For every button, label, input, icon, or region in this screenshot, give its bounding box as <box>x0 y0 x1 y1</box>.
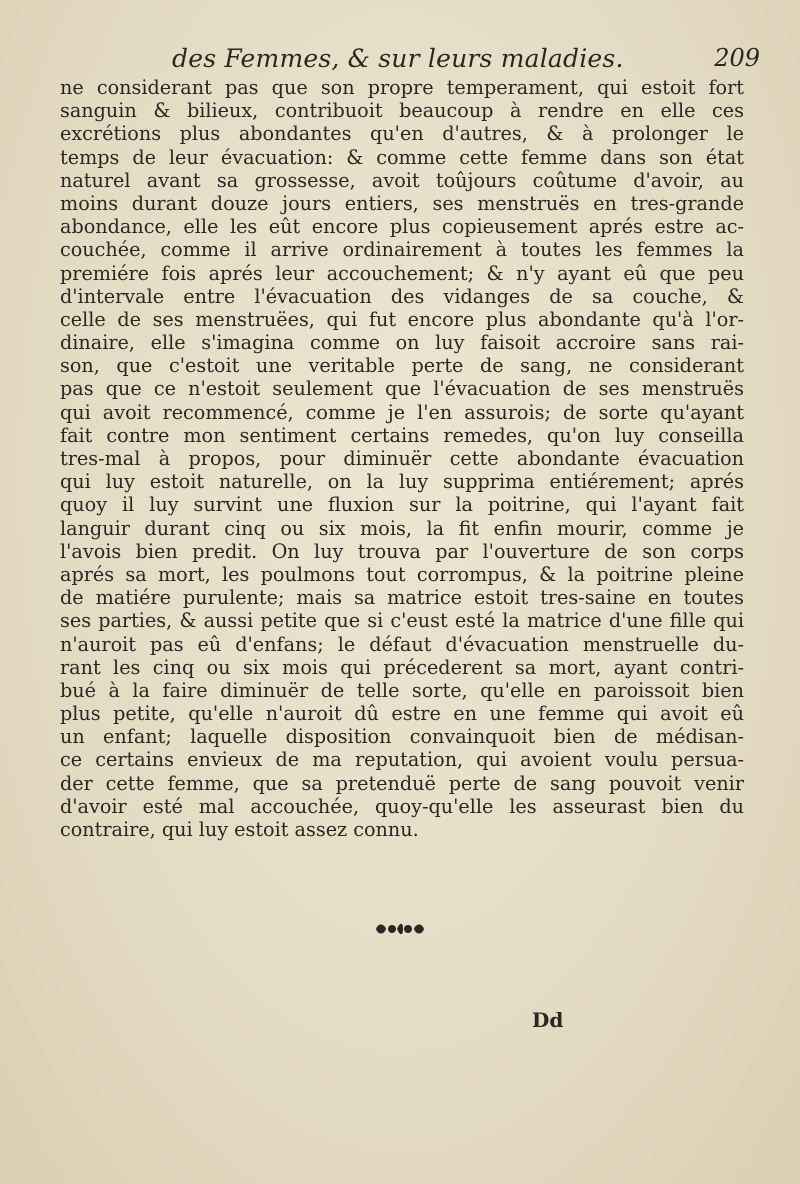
text-line: n'auroit pas eû d'enfans; le défaut d'évacuation menstruelle du- <box>60 632 744 656</box>
text-line: rant les cinq ou six mois qui précederent sa mort, ayant contri- <box>60 655 744 679</box>
text-line: fait contre mon sentiment certains remedes, qu'on luy conseilla <box>60 423 744 447</box>
text-line: temps de leur évacuation: & comme cette femme dans son état <box>60 145 744 169</box>
text-line: premiére fois aprés leur accouchement; & n'y ayant eû que peu <box>60 261 744 285</box>
text-line: d'avoir esté mal accouchée, quoy-qu'elle les asseurast bien du <box>60 794 744 818</box>
page-number: 209 <box>714 44 760 72</box>
text-line: d'intervale entre l'évacuation des vidanges de sa couche, & <box>60 284 744 308</box>
text-line: moins durant douze jours entiers, ses menstruës en tres-grande <box>60 191 744 215</box>
text-line: sanguin & bilieux, contribuoit beaucoup à rendre en elle ces <box>60 99 744 123</box>
text-line: qui avoit recommencé, comme je l'en assurois; de sorte qu'ayant <box>60 400 744 424</box>
text-line: bué à la faire diminuër de telle sorte, qu'elle en paroissoit bien <box>60 678 744 702</box>
text-line: der cette femme, que sa pretenduë perte de sang pouvoit venir <box>60 771 744 795</box>
text-line: ce certains envieux de ma reputation, qui avoient voulu persua- <box>60 748 744 772</box>
text-line: tres-mal à propos, pour diminuër cette abondante évacuation <box>60 447 744 470</box>
fleuron-ornament-icon <box>372 920 428 938</box>
text-line: contraire, qui luy estoit assez connu. <box>60 818 419 841</box>
text-line: son, que c'estoit une veritable perte de sang, ne considerant <box>60 354 744 378</box>
text-line: ses parties, & aussi petite que si c'eust esté la matrice d'une fille qui <box>60 609 744 633</box>
text-line: un enfant; laquelle disposition convainquoit bien de médisan- <box>60 725 744 749</box>
text-line: l'avois bien predit. On luy trouva par l'ouverture de son corps <box>60 539 744 563</box>
text-line: naturel avant sa grossesse, avoit toûjours coûtume d'avoir, au <box>60 168 744 192</box>
text-line: plus petite, qu'elle n'auroit dû estre en une femme qui avoit eû <box>60 702 744 726</box>
text-line: pas que ce n'estoit seulement que l'évacuation de ses menstruës <box>60 377 744 401</box>
text-line: excrétions plus abondantes qu'en d'autres, & à prolonger le <box>60 122 744 146</box>
text-line: ne considerant pas que son propre temperament, qui estoit fort <box>60 76 744 99</box>
text-line: couchée, comme il arrive ordinairement à toutes les femmes la <box>60 238 744 262</box>
signature-mark: Dd <box>532 1008 564 1032</box>
text-line: dinaire, elle s'imagina comme on luy faisoit accroire sans rai- <box>60 331 744 355</box>
text-line: celle de ses menstruëes, qui fut encore plus abondante qu'à l'or- <box>60 307 744 331</box>
text-line: aprés sa mort, les poulmons tout corrompus, & la poitrine pleine <box>60 562 744 586</box>
text-line: de matiére purulente; mais sa matrice estoit tres-saine en toutes <box>60 586 744 610</box>
text-line: abondance, elle les eût encore plus copieusement aprés estre ac- <box>60 215 744 239</box>
running-title: des Femmes, & sur leurs maladies. <box>172 44 624 73</box>
text-line: qui luy estoit naturelle, on la luy supprima entiérement; aprés <box>60 470 744 494</box>
text-line: quoy il luy survint une fluxion sur la poitrine, qui l'ayant fait <box>60 493 744 517</box>
text-line: languir durant cinq ou six mois, la fit enfin mourir, comme je <box>60 516 744 540</box>
body-text <box>60 76 744 841</box>
page-header <box>60 44 760 80</box>
